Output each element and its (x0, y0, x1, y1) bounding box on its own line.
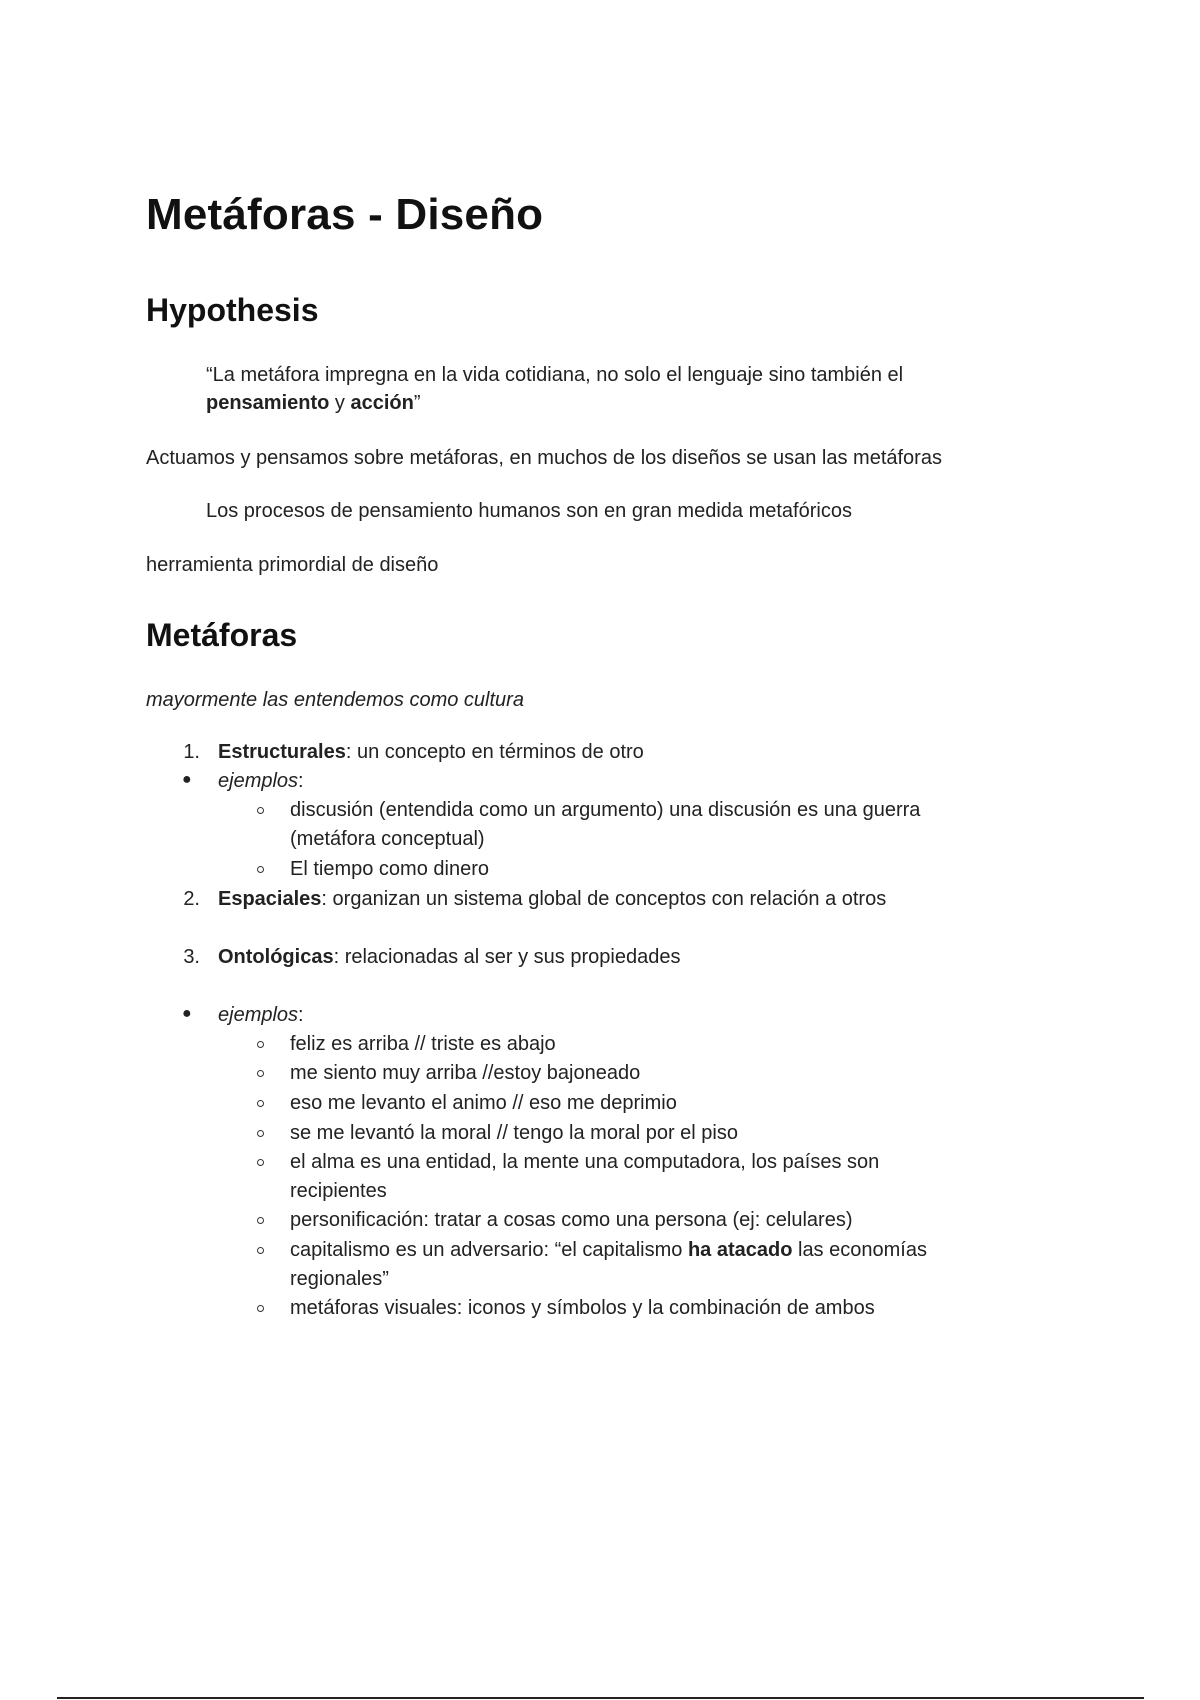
circle-bullet-icon (257, 866, 264, 873)
circle-bullet-icon (257, 1247, 264, 1254)
list-number-1: 1. (183, 741, 200, 763)
ejemplos-word: ejemplos (218, 1004, 299, 1026)
capitalismo-bold: ha atacado (687, 1239, 793, 1261)
paragraph-herramienta: herramienta primordial de diseño (146, 554, 439, 576)
sub-item-siento: me siento muy arriba //estoy bajoneado (290, 1062, 641, 1084)
sub-item-alma-cont: recipientes (290, 1180, 387, 1202)
quote-line-1: “La metáfora impregna en la vida cotidiana, no solo el lenguaje sino también el (206, 364, 904, 386)
circle-bullet-icon (257, 1305, 264, 1312)
sub-item-discusion: discusión (entendida como un argumento) una discusión es una guerra (290, 799, 921, 821)
list-number-2: 2. (183, 888, 200, 910)
document-title: Metáforas - Diseño (146, 190, 544, 239)
ejemplos-colon: : (298, 1004, 304, 1026)
circle-bullet-icon (257, 1100, 264, 1107)
espaciales-text: : organizan un sistema global de conceptos con relación a otros (321, 888, 887, 910)
bullet-icon: ● (182, 1005, 192, 1022)
estructurales-label: Estructurales (218, 741, 346, 763)
circle-bullet-icon (257, 1130, 264, 1137)
section-heading-metaforas: Metáforas (146, 617, 298, 653)
ejemplos-colon: : (298, 770, 304, 792)
quote-bold-pensamiento: pensamiento (206, 392, 330, 414)
sub-item-animo: eso me levanto el animo // eso me deprimio (290, 1092, 677, 1114)
estructurales-text: : un concepto en términos de otro (345, 741, 644, 763)
circle-bullet-icon (257, 1159, 264, 1166)
espaciales-label: Espaciales (218, 888, 322, 910)
quote-close: ” (413, 392, 421, 414)
ejemplos-word: ejemplos (218, 770, 299, 792)
ontologicas-text: : relacionadas al ser y sus propiedades (333, 946, 681, 968)
bullet-icon: ● (182, 771, 192, 788)
quote-connector: y (329, 392, 351, 414)
sub-item-personificacion: personificación: tratar a cosas como una persona (ej: celulares) (290, 1209, 853, 1231)
circle-bullet-icon (257, 1217, 264, 1224)
sub-item-capitalismo (290, 1236, 927, 1264)
sub-item-tiempo: El tiempo como dinero (290, 858, 489, 880)
paragraph-actuamos: Actuamos y pensamos sobre metáforas, en muchos de los diseños se usan las metáforas (146, 447, 942, 469)
sub-item-discusion-cont: (metáfora conceptual) (290, 828, 485, 850)
page-bottom-rule (57, 1697, 1144, 1699)
quote-line-2 (206, 389, 421, 417)
capitalismo-text-2: las economías (792, 1239, 927, 1261)
list-number-3: 3. (183, 946, 200, 968)
list-item-espaciales (218, 885, 886, 913)
circle-bullet-icon (257, 1041, 264, 1048)
metaforas-intro: mayormente las entendemos como cultura (146, 689, 524, 711)
capitalismo-text-1: capitalismo es un adversario: “el capitalismo (290, 1239, 688, 1261)
paragraph-procesos: Los procesos de pensamiento humanos son en gran medida metafóricos (206, 500, 852, 522)
ejemplos-label-1 (218, 767, 304, 795)
quote-bold-accion: acción (350, 392, 414, 414)
sub-item-visuales: metáforas visuales: iconos y símbolos y la combinación de ambos (290, 1297, 875, 1319)
circle-bullet-icon (257, 1070, 264, 1077)
list-item-ontologicas (218, 943, 680, 971)
sub-item-moral: se me levantó la moral // tengo la moral por el piso (290, 1122, 738, 1144)
ejemplos-label-2 (218, 1001, 304, 1029)
sub-item-capitalismo-cont: regionales” (290, 1268, 389, 1290)
section-heading-hypothesis: Hypothesis (146, 292, 319, 328)
ontologicas-label: Ontológicas (218, 946, 334, 968)
list-item-estructurales (218, 738, 644, 766)
sub-item-feliz: feliz es arriba // triste es abajo (290, 1033, 556, 1055)
circle-bullet-icon (257, 807, 264, 814)
sub-item-alma: el alma es una entidad, la mente una computadora, los países son (290, 1151, 880, 1173)
